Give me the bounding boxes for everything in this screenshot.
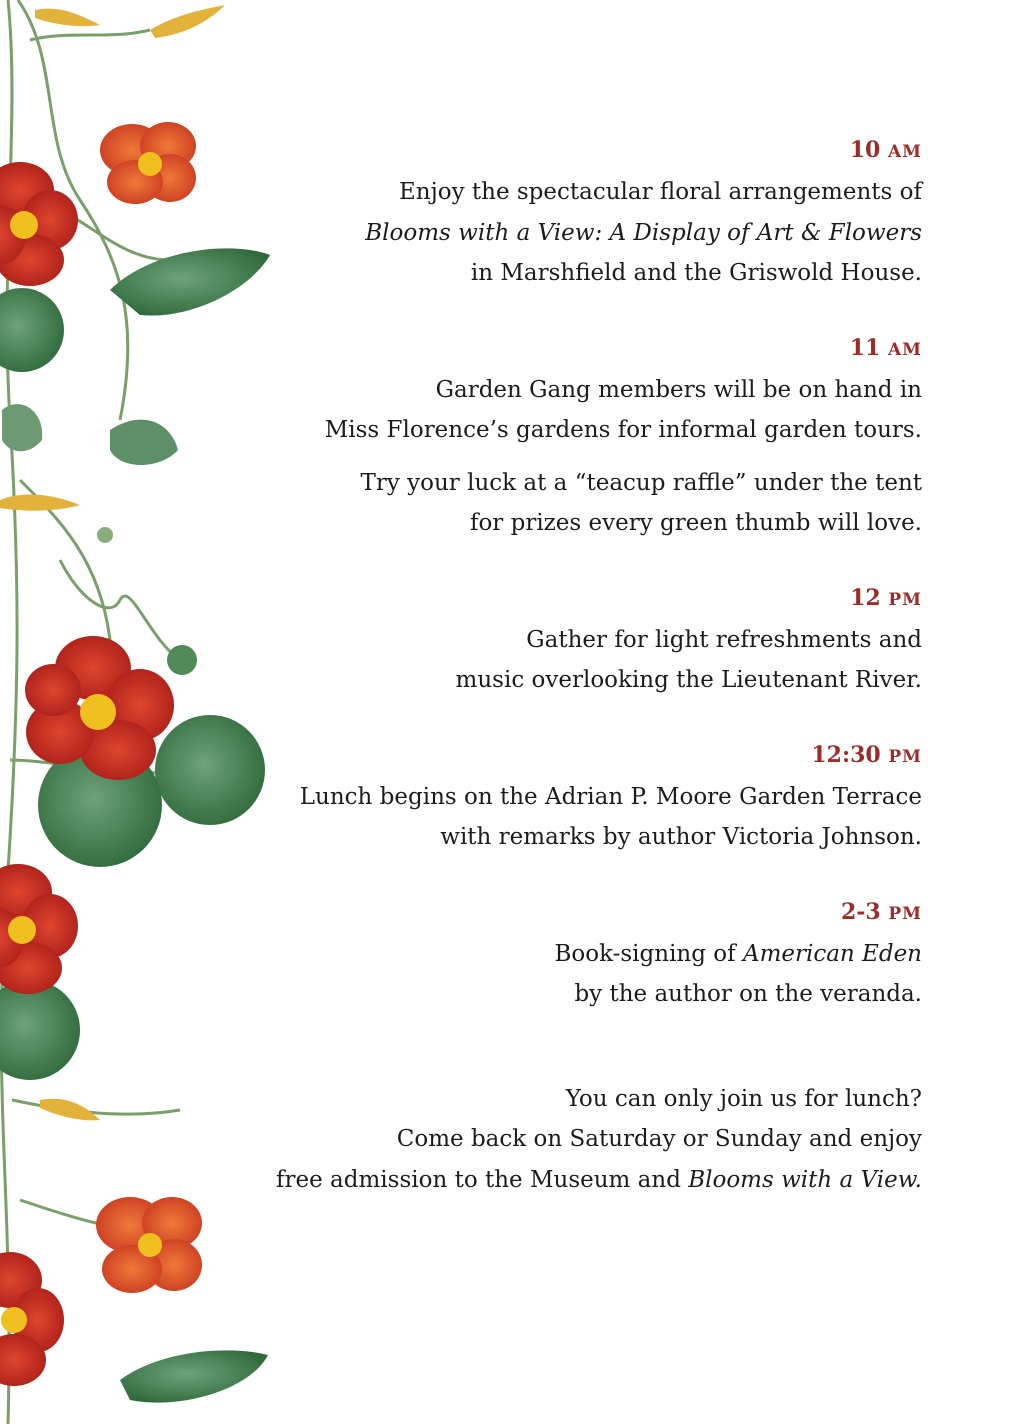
text-run: Try your luck at a “teacup raffle” under the tent [360, 469, 922, 496]
description-line [262, 777, 922, 818]
text-run: Book-signing of [554, 940, 743, 967]
event-time-value: 11 [849, 334, 881, 361]
schedule-entry [262, 334, 922, 544]
schedule-entry [262, 136, 922, 294]
closing-note [262, 1079, 922, 1201]
description-line [262, 410, 922, 451]
italic-title: Blooms with a View. [688, 1166, 922, 1193]
text-run: Miss Florence’s gardens for informal garden tours. [324, 417, 922, 443]
block-gap [262, 294, 922, 334]
closing-line [262, 1079, 922, 1120]
description-line [262, 253, 922, 294]
event-time-period: PM [888, 903, 922, 924]
text-run: Gather for light refreshments and [526, 626, 922, 653]
event-time-value: 12:30 [811, 741, 881, 768]
schedule-entry [262, 741, 922, 858]
text-run: free admission to the Museum and [276, 1166, 689, 1193]
text-run: by the author on the veranda. [574, 981, 922, 1007]
text-run: music overlooking the Lieutenant River. [455, 667, 922, 693]
text-run: with remarks by author Victoria Johnson. [440, 824, 922, 850]
event-time-period: PM [888, 589, 922, 610]
event-time [262, 741, 922, 771]
event-time-period: AM [887, 339, 922, 360]
event-time-period: PM [888, 746, 922, 767]
nasturtium-illustration [0, 0, 280, 1424]
event-description [262, 463, 922, 544]
text-run: Come back on Saturday or Sunday and enjoy [396, 1126, 922, 1152]
event-time [262, 136, 922, 166]
text-run: Garden Gang members will be on hand in [435, 376, 922, 403]
description-line [262, 213, 922, 254]
event-time [262, 334, 922, 364]
description-line [262, 660, 922, 701]
description-line [262, 934, 922, 975]
text-run: You can only join us for lunch? [565, 1085, 922, 1112]
event-time-value: 10 [849, 137, 881, 163]
event-schedule [262, 136, 922, 1200]
description-line [262, 172, 922, 213]
closing-line [262, 1160, 922, 1201]
event-time [262, 584, 922, 614]
event-time-period: AM [887, 142, 922, 162]
schedule-entry [262, 584, 922, 701]
description-line [262, 463, 922, 504]
description-line [262, 370, 922, 411]
description-line [262, 817, 922, 858]
event-description [262, 777, 922, 858]
italic-title: American Eden [742, 940, 922, 967]
schedule-entry [262, 898, 922, 1015]
text-run: for prizes every green thumb will love. [469, 510, 922, 536]
event-description [262, 172, 922, 294]
text-run: Lunch begins on the Adrian P. Moore Garden Terrace [299, 783, 922, 810]
block-gap [262, 701, 922, 741]
description-line [262, 620, 922, 661]
closing-line [262, 1119, 922, 1160]
italic-title: Blooms with a View: A Display of Art & Flowers [365, 219, 922, 246]
block-gap [262, 544, 922, 584]
block-gap [262, 858, 922, 898]
event-time-value: 12 [850, 584, 881, 611]
event-time [262, 898, 922, 928]
event-time-value: 2-3 [840, 898, 881, 925]
description-line [262, 503, 922, 544]
event-description [262, 370, 922, 451]
paragraph-gap [262, 451, 922, 463]
footer-gap [262, 1015, 922, 1079]
text-run: in Marshfield and the Griswold House. [470, 260, 922, 286]
description-line [262, 974, 922, 1015]
event-description [262, 620, 922, 701]
text-run: Enjoy the spectacular floral arrangements of [399, 179, 922, 205]
event-description [262, 934, 922, 1015]
